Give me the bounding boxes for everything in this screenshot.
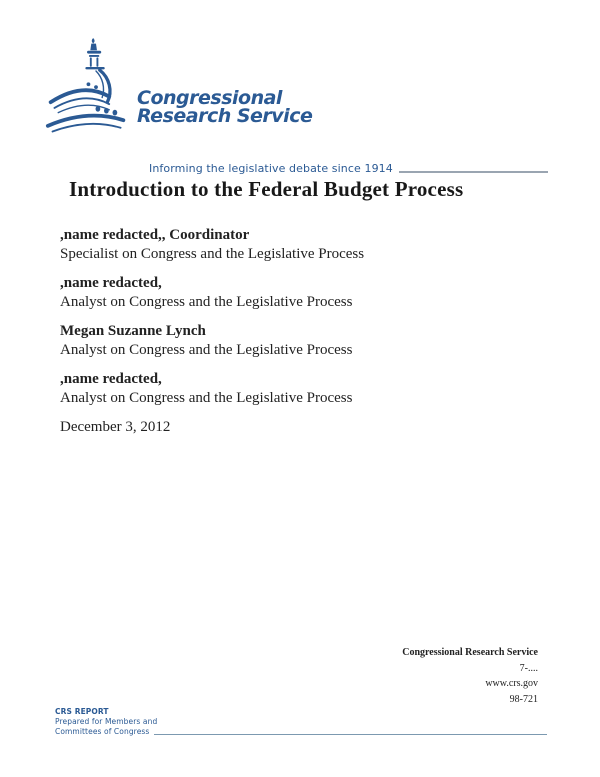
author-role: Analyst on Congress and the Legislative Process <box>60 342 353 358</box>
author-role: Specialist on Congress and the Legislative Process <box>60 246 365 262</box>
page-title: Introduction to the Federal Budget Process <box>69 177 464 201</box>
logo-org-line2: Research Service <box>137 105 313 127</box>
footer-org-name: Congressional Research Service <box>402 647 538 658</box>
header-rule <box>399 171 548 173</box>
footer-committees-line: Committees of Congress <box>55 727 150 736</box>
footer-left-block <box>55 707 547 737</box>
author-name: Megan Suzanne Lynch <box>60 323 206 339</box>
crs-logo <box>45 36 548 175</box>
author-list <box>60 226 364 437</box>
author-role: Analyst on Congress and the Legislative Process <box>60 294 353 310</box>
list-item <box>60 322 364 360</box>
author-name: ,name redacted,, Coordinator <box>60 227 250 243</box>
author-name: ,name redacted, <box>60 275 162 291</box>
footer-website: www.crs.gov <box>485 678 538 689</box>
capitol-dome-icon <box>45 36 130 147</box>
footer-report-number: 98-721 <box>509 693 538 705</box>
logo-tagline: Informing the legislative debate since 1914 <box>149 162 393 175</box>
list-item <box>60 226 364 264</box>
footer-rule <box>154 734 547 735</box>
list-item <box>60 370 364 408</box>
footer-prepared-line: Prepared for Members and <box>55 717 158 726</box>
publication-date: December 3, 2012 <box>60 419 171 435</box>
footer-crs-report-label: CRS REPORT <box>55 707 109 716</box>
footer-right-block <box>402 645 538 707</box>
author-name: ,name redacted, <box>60 371 162 387</box>
list-item <box>60 274 364 312</box>
footer-phone: 7-.... <box>519 662 538 674</box>
logo-tagline-row <box>149 162 548 175</box>
logo-wordmark <box>137 89 312 125</box>
logo-org-line1: Congressional <box>137 87 282 109</box>
footer-committees-row <box>55 727 547 737</box>
author-role: Analyst on Congress and the Legislative Process <box>60 390 353 406</box>
